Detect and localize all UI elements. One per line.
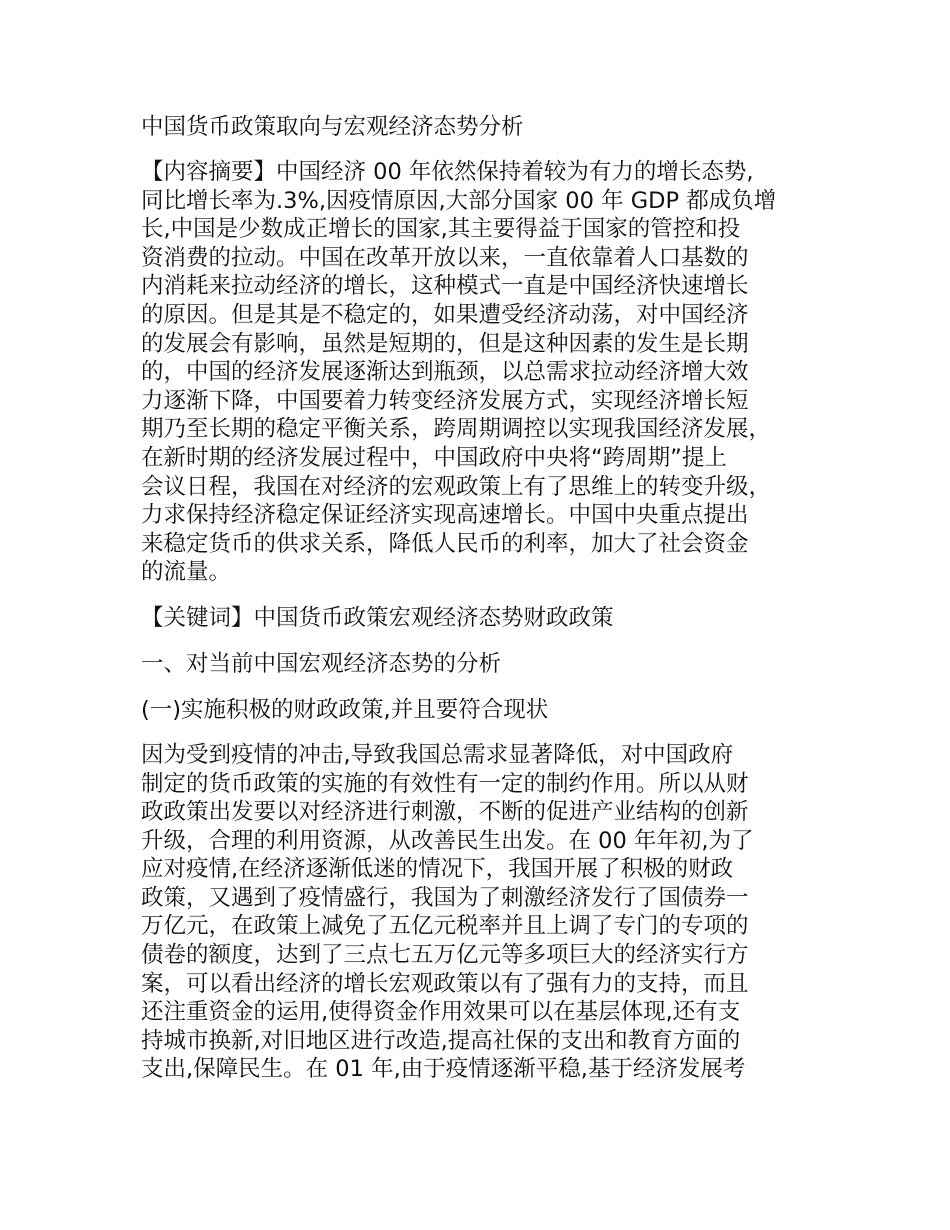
section-heading: 一、对当前中国宏观经济态势的分析 (141, 650, 502, 677)
abstract-paragraph: 【内容摘要】中国经济 00 年依然保持着较为有力的增长态势, 同比增长率为.3%,因疫情原因,大部分国家 00 年 GDP 都成负增 长,中国是少数成正增长的国家,其主要得益于国家的管控和投 资消费的拉动。中国在改革开放以来，一直依靠着人口基数的 内消耗来拉动经济的增长，这种模式一直是中国经济快速增长 的原因。但是其是不稳定的，如果遭受经济动荡，对中国经济 的发展会有影响，虽然是短期的，但是这种因素的发生是长期 的，中国的经济发展逐渐达到瓶颈，以总需求拉动经济增大效 力逐渐下降，中国要着力转变经济发展方式，实现经济增长短 期乃至长期的稳定平衡关系，跨周期调控以实现我国经济发展， 在新时期的经济发展过程中，中国政府中央将“跨周期”提上 会议日程，我国在对经济的宏观政策上有了思维上的转变升级， 力求保持经济稳定保证经济实现高速增长。中国中央重点提出 来稳定货币的供求关系，降低人民币的利率，加大了社会资金 的流量。 (141, 159, 777, 586)
keywords-line: 【关键词】中国货币政策宏观经济态势财政政策 (141, 604, 614, 631)
subsection-heading: (一)实施积极的财政政策,并且要符合现状 (141, 696, 549, 723)
document-page (141, 112, 831, 1084)
document-title: 中国货币政策取向与宏观经济态势分析 (141, 114, 524, 140)
body-paragraph: 因为受到疫情的冲击,导致我国总需求显著降低，对中国政府 制定的货币政策的实施的有效性有一定的制约作用。所以从财 政政策出发要以对经济进行刺激，不断的促进产业结构的创新 升级，合理的利用资源，从改善民生出发。在 00 年年初,为了 应对疫情,在经济逐渐低迷的情况下，我国开展了积极的财政 政策，又遇到了疫情盛行，我国为了刺激经济发行了国债券一 万亿元，在政策上减免了五亿元税率并且上调了专门的专项的 债卷的额度，达到了三点七五万亿元等多项巨大的经济实行方 案，可以看出经济的增长宏观政策以有了强有力的支持，而且 还注重资金的运用,使得资金作用效果可以在基层体现,还有支 持城市换新,对旧地区进行改造,提高社保的支出和教育方面的 支出,保障民生。在 01 年,由于疫情逐渐平稳,基于经济发展考 (141, 741, 754, 1083)
